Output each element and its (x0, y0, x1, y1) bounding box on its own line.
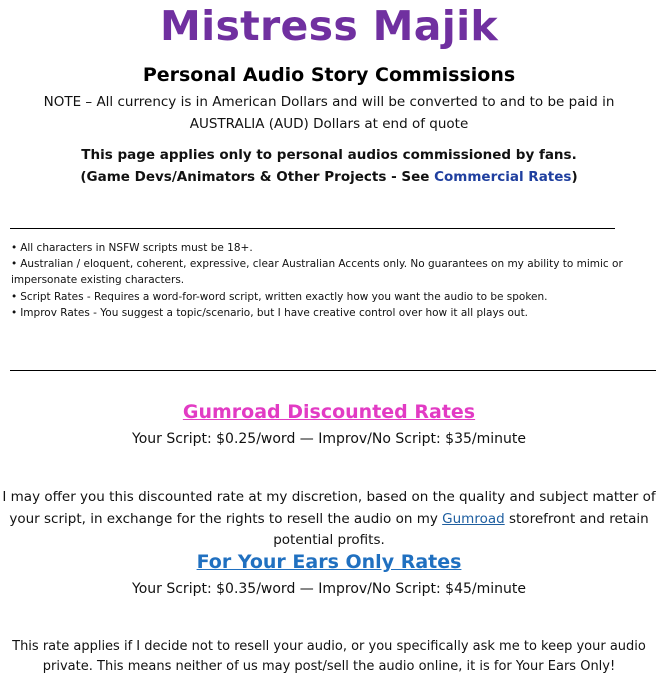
gumroad-rates-line: Your Script: $0.25/word — Improv/No Script: $35/minute (132, 431, 526, 447)
page-title: Mistress Majik (159, 2, 498, 50)
for-your-ears-description: This rate applies if I decide not to resell your audio, or you specifically ask me to keep your audio private. This means neither of us may post/sell the audio online, it is for Your Ears Only! (12, 639, 646, 674)
bullet-icon: • (11, 290, 18, 303)
list-item (11, 256, 651, 288)
list-item (11, 240, 651, 256)
applies-note-line-1: This page applies only to personal audios commissioned by fans. (81, 147, 577, 163)
feo-heading-text[interactable]: For Your Ears Only Rates (196, 551, 462, 573)
gumroad-offer-text (0, 487, 658, 552)
bullet-icon: • (11, 258, 18, 271)
currency-note-line-1: NOTE – All currency is in American Dollars and will be converted to and to be paid in (43, 94, 615, 110)
gumroad-link[interactable]: Gumroad (442, 510, 505, 527)
offer-prefix: I may offer you this discounted rate at my discretion, based on the quality and subject matter of your script, in exchange for the rights to resell the audio on my (2, 489, 656, 527)
bullet-icon: • (11, 306, 18, 319)
applies-note-line-2 (0, 169, 658, 185)
page-subtitle: Personal Audio Story Commissions (142, 64, 516, 86)
rule-text: Australian / eloquent, coherent, expressive, clear Australian Accents only. No guarantees on my ability to mimic or impersonate existing characters. (11, 258, 623, 287)
rule-text: Script Rates - Requires a word-for-word script, written exactly how you want the audio to be spoken. (20, 290, 548, 303)
offer-suffix: storefront and retain potential profits. (273, 510, 649, 548)
divider-top (10, 228, 615, 229)
list-item (11, 289, 651, 305)
rule-text: All characters in NSFW scripts must be 18+. (20, 242, 253, 254)
currency-note-line-2: AUSTRALIA (AUD) Dollars at end of quote (189, 116, 469, 132)
commercial-rates-link[interactable]: Commercial Rates (434, 169, 572, 185)
divider-bottom (10, 370, 656, 371)
gumroad-heading-text[interactable]: Gumroad Discounted Rates (182, 401, 476, 423)
applies-note-prefix: (Game Devs/Animators & Other Projects - See (80, 169, 435, 185)
for-your-ears-rates-heading (0, 551, 658, 573)
applies-note-suffix: ) (571, 169, 578, 185)
list-item (11, 305, 651, 321)
gumroad-rates-heading (0, 401, 658, 423)
for-your-ears-rates-line: Your Script: $0.35/word — Improv/No Script: $45/minute (132, 581, 526, 597)
rules-list (11, 240, 651, 321)
rule-text: Improv Rates - You suggest a topic/scenario, but I have creative control over how it all plays out. (20, 306, 529, 319)
bullet-icon: • (11, 242, 18, 254)
